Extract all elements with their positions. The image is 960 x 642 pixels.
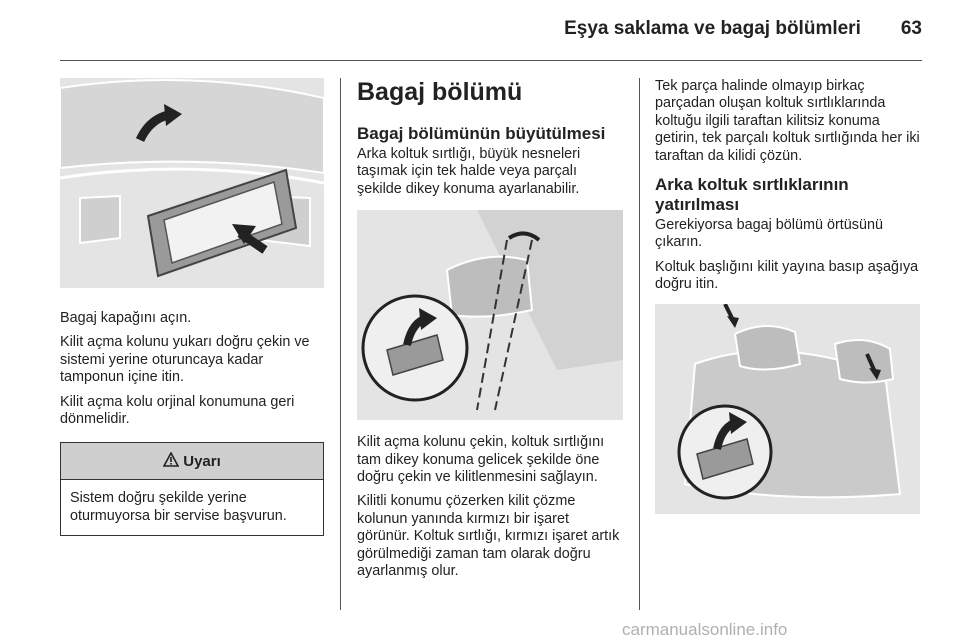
headrest-illustration [655,304,920,514]
subsection-heading: Bagaj bölümünün büyütülmesi [357,124,606,143]
paragraph: Kilit açma kolu orjinal konumuna geri dönmelidir. [60,393,295,428]
column-divider-2 [639,78,640,610]
column-3 [655,78,920,514]
watermark: carmanualsonline.info [622,620,788,639]
warning-box [60,442,324,536]
paragraph: Tek parça halinde olmayıp birkaç parçadan oluşan koltuk sırtlıklarında koltuğu ilgili taraftan kilitsiz konuma getirin, tek parçalı koltuk sırtlığında her iki taraftan da kilidi çözün. [655,78,920,164]
header-divider [60,60,922,61]
subsection-heading: Arka koltuk sırtlıklarının yatırılması [655,175,849,215]
page-number: 63 [900,18,922,39]
paragraph: Arka koltuk sırtlığı, büyük nesneleri taşımak için tek halde veya parçalı şekilde dikey konuma ayarlanabilir. [357,146,581,197]
warning-header [61,443,323,480]
column-2 [357,78,623,587]
warning-title: Uyarı [183,452,221,470]
page-header [60,18,922,48]
paragraph: Koltuk başlığını kilit yayına basıp aşağıya doğru itin. [655,258,919,293]
trunk-plate-illustration [60,78,324,288]
column-divider-1 [340,78,341,610]
paragraph: Kilit açma kolunu çekin, koltuk sırtlığını tam dikey konuma gelicek şekilde öne doğru çekin ve kilitlenmesini sağlayın. [357,434,605,486]
paragraph: Kilitli konumu çözerken kilit çözme kolunun yanında kırmızı bir işaret görünür. Koltuk sırtlığı, kırmızı işaret artık görülmediği zaman tam olarak doğru ayarlanmış olur. [357,493,620,580]
page-title: Eşya saklama ve bagaj bölümleri [564,18,861,39]
paragraph: Kilit açma kolunu yukarı doğru çekin ve sistemi yerine oturuncaya kadar tamponun içine itin. [60,334,310,386]
paragraph: Gerekiyorsa bagaj bölümü örtüsünü çıkarın. [655,217,883,251]
warning-text: Sistem doğru şekilde yerine oturmuyorsa bir servise başvurun. [70,490,287,524]
column-1 [60,78,324,536]
paragraph: Bagaj kapağını açın. [60,310,192,326]
seat-backrest-illustration [357,210,623,420]
section-heading: Bagaj bölümü [357,78,523,106]
warning-triangle-icon [163,452,179,471]
